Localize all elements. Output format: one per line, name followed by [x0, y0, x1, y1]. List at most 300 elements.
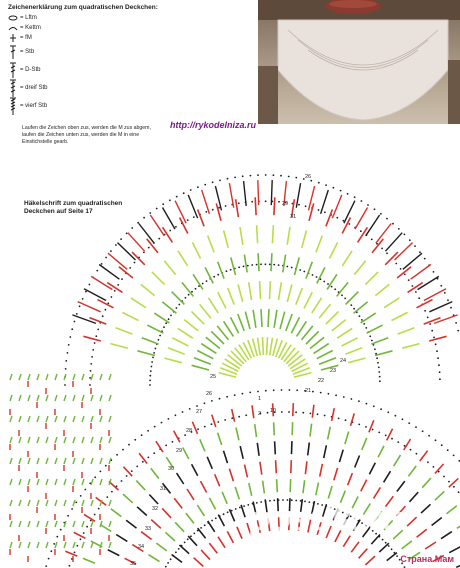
treble-stitch: [397, 481, 405, 491]
chain-dot: [151, 361, 153, 363]
treble-stitch: [355, 456, 360, 468]
chain-dot: [60, 529, 62, 531]
chain-dot: [247, 265, 249, 267]
treble-stitch: [231, 317, 239, 333]
row-number-label: 22: [318, 378, 325, 384]
chain-dot: [224, 419, 226, 421]
chain-dot: [239, 507, 241, 509]
chain-dot: [116, 454, 118, 456]
source-url-link[interactable]: http://rykodelnizа.ru: [170, 120, 257, 130]
chain-dot: [302, 412, 304, 414]
chain-dot: [131, 227, 133, 229]
chain-dot: [129, 267, 131, 269]
treble-stitch: [84, 514, 95, 521]
chain-dot: [440, 285, 442, 287]
treble-stitch: [276, 460, 277, 473]
chain-dot: [183, 192, 185, 194]
treble-stitch: [271, 253, 272, 271]
chain-dot: [251, 264, 253, 266]
treble-stitch: [82, 458, 84, 464]
treble-stitch: [249, 282, 252, 300]
chain-dot: [96, 270, 98, 272]
treble-stitch: [64, 416, 66, 422]
chain-dot: [323, 281, 325, 283]
chain-dot: [447, 449, 449, 451]
treble-stitch: [238, 314, 244, 331]
treble-stitch: [410, 492, 419, 502]
treble-stitch: [91, 416, 93, 422]
treble-stitch: [209, 498, 215, 510]
chain-dot: [441, 444, 443, 446]
treble-stitch: [314, 344, 329, 354]
treble-stitch: [19, 542, 21, 548]
treble-stitch: [177, 473, 184, 484]
treble-stitch: [19, 374, 21, 380]
row-number-label: 25: [210, 374, 217, 380]
treble-stitch: [55, 542, 57, 548]
chain-dot: [168, 418, 170, 420]
chain-dot: [378, 371, 380, 373]
chain-dot: [128, 444, 130, 446]
chain-dot: [126, 475, 128, 477]
chain-dot: [360, 230, 362, 232]
treble-stitch: [172, 292, 185, 305]
chain-dot: [94, 514, 96, 516]
chain-dot: [204, 524, 206, 526]
treble-stitch: [10, 395, 12, 401]
treble-stitch: [123, 467, 132, 477]
chain-dot: [439, 378, 441, 380]
chain-dot: [189, 408, 191, 410]
chain-dot: [159, 335, 161, 337]
chain-dot: [150, 370, 152, 372]
chain-dot: [331, 286, 333, 288]
chain-dot: [217, 421, 219, 423]
chain-dot: [71, 508, 73, 510]
fringe-stitch: [258, 180, 259, 205]
legend-label-sc: = fM: [20, 35, 32, 41]
chain-dot: [408, 422, 410, 424]
treble-stitch: [291, 317, 299, 333]
chain-dot: [126, 233, 128, 235]
chain-dot: [365, 327, 367, 329]
chain-dot: [74, 321, 76, 323]
chain-dot: [225, 205, 227, 207]
treble-stitch: [64, 500, 66, 506]
chain-dot: [76, 313, 78, 315]
treble-stitch: [201, 481, 207, 492]
fringe-stitch: [118, 243, 136, 260]
chain-dot: [64, 384, 66, 386]
chain-dot: [217, 274, 219, 276]
chain-dot: [256, 264, 258, 266]
treble-stitch: [19, 416, 21, 422]
treble-stitch: [192, 242, 200, 258]
chain-dot: [117, 284, 119, 286]
chain-dot: [435, 343, 437, 345]
chain-dot: [143, 217, 145, 219]
treble-stitch: [91, 458, 93, 464]
chain-dot: [365, 426, 367, 428]
chain-dot: [97, 329, 99, 331]
treble-stitch: [456, 562, 460, 567]
treble-stitch: [100, 479, 102, 485]
treble-stitch: [201, 344, 216, 354]
treble-stitch: [279, 282, 282, 300]
treble-stitch: [319, 304, 330, 318]
chain-dot: [206, 280, 208, 282]
chain-dot: [415, 291, 417, 293]
chain-dot: [175, 414, 177, 416]
treble-stitch: [286, 314, 292, 331]
chain-dot: [260, 263, 262, 265]
treble-stitch: [310, 424, 312, 437]
treble-stitch: [151, 468, 159, 478]
chain-dot: [152, 357, 154, 359]
chain-dot: [324, 415, 326, 417]
legend-label-dtreble: = D-Stb: [20, 67, 41, 73]
treble-stitch: [267, 337, 268, 355]
treble-stitch: [28, 479, 30, 485]
chain-dot: [149, 380, 151, 382]
chain-dot: [184, 434, 186, 436]
chain-dot: [105, 257, 107, 259]
chain-dot: [48, 558, 50, 560]
treble-stitch: [369, 463, 375, 475]
chain-dot: [165, 566, 167, 568]
chain-dot: [190, 535, 192, 537]
treble-stitch: [116, 328, 133, 334]
chain-dot: [447, 299, 449, 301]
treble-stitch: [339, 450, 343, 462]
treble-stitch: [404, 439, 411, 450]
chain-dot: [90, 370, 92, 372]
chain-dot: [278, 264, 280, 266]
treble-stitch: [90, 318, 107, 325]
chain-dot: [437, 357, 439, 359]
treble-stitch: [192, 312, 205, 325]
chain-dot: [398, 228, 400, 230]
treble-stitch: [73, 542, 75, 548]
chain-dot: [94, 342, 96, 344]
treble-stitch: [147, 325, 163, 333]
chain-dot: [410, 449, 412, 451]
treble-stitch: [387, 553, 397, 561]
chain-dot: [84, 489, 86, 491]
treble-stitch: [375, 351, 392, 356]
chain-dot: [120, 238, 122, 240]
chain-dot: [257, 391, 259, 393]
treble-stitch: [91, 500, 93, 506]
legend-label-ttreble: = dreif Stb: [20, 85, 48, 91]
chain-dot: [175, 226, 177, 228]
fringe-stitch: [385, 233, 402, 252]
chain-dot: [153, 452, 155, 454]
treble-stitch: [417, 529, 427, 537]
treble-stitch: [378, 446, 384, 458]
treble-stitch: [328, 427, 331, 440]
treble-stitch: [82, 521, 84, 527]
treble-stitch: [10, 416, 12, 422]
treble-stitch: [425, 542, 436, 549]
treble-stitch: [109, 374, 111, 380]
fringe-stitch: [150, 215, 164, 236]
chain-dot: [238, 202, 240, 204]
chain-dot: [400, 268, 402, 270]
treble-stitch: [100, 395, 102, 401]
treble-stitch: [55, 521, 57, 527]
chain-dot: [416, 453, 418, 455]
chain-dot: [168, 318, 170, 320]
row-number-label: 2: [258, 411, 262, 417]
chain-dot: [286, 266, 288, 268]
chain-dot: [250, 175, 252, 177]
treble-stitch: [291, 460, 292, 473]
treble-stitch: [287, 227, 290, 245]
chain-dot: [184, 542, 186, 544]
chain-dot: [176, 196, 178, 198]
chain-dot: [243, 266, 245, 268]
treble-stitch: [109, 458, 111, 464]
chain-dot: [354, 196, 356, 198]
treble-stitch: [384, 298, 399, 308]
treble-stitch: [91, 395, 93, 401]
treble-stitch: [274, 310, 277, 328]
treble-stitch: [224, 231, 229, 248]
treble-stitch: [37, 395, 39, 401]
treble-stitch: [297, 321, 307, 336]
treble-stitch: [73, 395, 75, 401]
treble-stitch: [429, 336, 446, 341]
chain-dot: [223, 513, 225, 515]
chain-dot: [391, 548, 393, 550]
treble-stitch: [187, 489, 194, 500]
treble-stitch: [308, 443, 310, 456]
treble-stitch: [449, 547, 460, 553]
chain-dot: [188, 294, 190, 296]
chain-dot: [148, 247, 150, 249]
treble-stitch: [351, 542, 359, 552]
chain-dot: [170, 558, 172, 560]
treble-stitch: [281, 345, 291, 360]
treble-stitch: [268, 309, 269, 327]
chain-dot: [197, 428, 199, 430]
chain-dot: [215, 517, 217, 519]
chain-dot: [391, 438, 393, 440]
treble-stitch: [141, 284, 155, 295]
treble-stitch: [138, 351, 155, 356]
treble-stitch: [19, 521, 21, 527]
treble-stitch: [398, 328, 415, 334]
chain-dot: [359, 315, 361, 317]
chain-dot: [243, 505, 245, 507]
chain-dot: [121, 278, 123, 280]
treble-stitch: [270, 338, 273, 356]
chain-dot: [371, 340, 373, 342]
chain-dot: [433, 271, 435, 273]
chain-dot: [288, 411, 290, 413]
chain-dot: [56, 536, 58, 538]
treble-stitch: [296, 288, 303, 305]
chain-dot: [187, 538, 189, 540]
chain-dot: [67, 352, 69, 354]
treble-stitch: [200, 304, 211, 318]
treble-stitch: [280, 312, 285, 329]
treble-stitch: [109, 437, 111, 443]
chain-dot: [162, 203, 164, 205]
chain-dot: [193, 216, 195, 218]
chain-dot: [149, 375, 151, 377]
treble-stitch: [245, 465, 248, 478]
chain-dot: [343, 396, 345, 398]
row-number-label: 26: [206, 391, 213, 397]
treble-stitch: [82, 437, 84, 443]
chain-dot: [374, 348, 376, 350]
treble-stitch: [37, 416, 39, 422]
chain-dot: [71, 328, 73, 330]
chain-dot: [202, 283, 204, 285]
chain-dot: [344, 298, 346, 300]
chain-dot: [165, 322, 167, 324]
chain-dot: [212, 209, 214, 211]
treble-stitch: [111, 509, 121, 517]
row-number-label: 28: [186, 428, 193, 434]
chain-dot: [175, 551, 177, 553]
treble-stitch: [236, 428, 239, 441]
chain-dot: [219, 398, 221, 400]
treble-stitch: [245, 312, 250, 329]
chain-dot: [431, 330, 433, 332]
fringe-stitch: [202, 190, 210, 214]
treble-stitch: [371, 338, 388, 344]
chain-dot: [374, 208, 376, 210]
chain-dot: [176, 307, 178, 309]
chain-dot: [89, 377, 91, 379]
legend-label-slip: = Kettm: [20, 25, 41, 31]
treble-stitch: [19, 500, 21, 506]
chain-dot: [121, 480, 123, 482]
chain-dot: [178, 304, 180, 306]
treble-stitch: [192, 365, 209, 370]
chain-dot: [347, 193, 349, 195]
chain-dot: [267, 412, 269, 414]
treble-stitch: [290, 359, 305, 369]
chain-dot: [169, 230, 171, 232]
treble-stitch: [168, 348, 185, 355]
chain-dot: [200, 527, 202, 529]
chain-dot: [182, 411, 184, 413]
row-number-label: 10: [270, 408, 277, 414]
treble-stitch: [82, 374, 84, 380]
treble-stitch: [64, 479, 66, 485]
treble-stitch: [342, 338, 358, 346]
fringe-stitch: [215, 186, 221, 210]
chain-dot: [149, 212, 151, 214]
treble-stitch: [263, 337, 264, 355]
chain-dot: [387, 411, 389, 413]
treble-stitch: [192, 464, 198, 476]
treble-stitch: [174, 498, 182, 508]
chain-dot: [457, 330, 459, 332]
treble-stitch: [374, 487, 381, 498]
chain-dot: [79, 305, 81, 307]
chain-dot: [418, 297, 420, 299]
treble-stitch: [184, 320, 198, 331]
chain-dot: [316, 276, 318, 278]
chain-dot: [291, 267, 293, 269]
treble-stitch: [208, 236, 214, 253]
treble-stitch: [316, 483, 319, 496]
treble-stitch: [218, 537, 225, 548]
treble-stitch: [225, 359, 240, 369]
treble-stitch: [224, 451, 228, 463]
treble-stitch: [64, 374, 66, 380]
treble-stitch: [37, 437, 39, 443]
treble-stitch: [28, 374, 30, 380]
fringe-stitch: [411, 265, 431, 280]
chain-dot: [69, 565, 71, 567]
treble-stitch: [326, 312, 339, 325]
treble-stitch: [215, 474, 220, 486]
chain-dot: [148, 457, 150, 459]
treble-stitch: [198, 210, 205, 227]
chain-dot: [378, 432, 380, 434]
treble-stitch: [449, 478, 459, 487]
treble-stitch: [198, 528, 206, 538]
row-number-label: 31: [290, 214, 297, 220]
treble-stitch: [109, 542, 111, 548]
treble-stitch: [345, 348, 362, 355]
treble-stitch: [55, 437, 57, 443]
legend-label-qtreble: = vierf Stb: [20, 103, 48, 109]
chain-dot: [163, 326, 165, 328]
chain-dot: [415, 426, 417, 428]
chain-dot: [358, 424, 360, 426]
treble-stitch: [46, 416, 48, 422]
treble-stitch: [65, 551, 77, 556]
chain-dot: [428, 435, 430, 437]
row-number-label: 1: [258, 396, 262, 402]
chain-dot: [53, 543, 55, 545]
treble-stitch: [208, 298, 218, 313]
chain-dot: [204, 184, 206, 186]
treble-stitch: [345, 432, 349, 445]
chain-dot: [227, 178, 229, 180]
treble-stitch: [37, 374, 39, 380]
treble-stitch: [100, 437, 102, 443]
treble-stitch: [424, 318, 441, 325]
treble-stitch: [55, 416, 57, 422]
treble-stitch: [165, 532, 175, 541]
treble-stitch: [222, 492, 227, 504]
treble-stitch: [435, 491, 445, 500]
treble-stitch: [28, 521, 30, 527]
row-number-label: 33: [145, 526, 152, 532]
chain-dot: [303, 271, 305, 273]
instruction-note: Laufen die Zeichen oben zus, werden die M zus abgem, laufen die Zeichen unten zus, werden die M in eine Einstichstelle gearb.: [22, 125, 151, 145]
chain-dot: [381, 248, 383, 250]
fringe-stitch: [99, 265, 119, 280]
chain-dot: [340, 190, 342, 192]
chain-dot: [257, 174, 259, 176]
chain-dot: [151, 366, 153, 368]
treble-stitch: [255, 197, 256, 215]
chain-dot: [111, 296, 113, 298]
treble-stitch: [392, 312, 408, 320]
chain-dot: [361, 200, 363, 202]
treble-stitch: [64, 458, 66, 464]
chain-dot: [402, 418, 404, 420]
